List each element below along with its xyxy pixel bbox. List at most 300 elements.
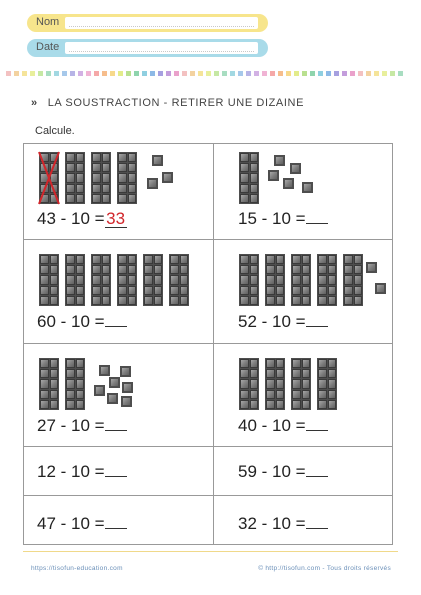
unit-cube — [162, 172, 173, 183]
rod-unit-square — [354, 296, 363, 305]
unit-cube — [122, 382, 133, 393]
date-field-pill — [27, 39, 268, 57]
rod-unit-square — [240, 265, 249, 274]
equation — [238, 514, 328, 534]
rod-unit-square — [76, 163, 85, 172]
rod-unit-square — [102, 194, 111, 203]
rod-unit-square — [76, 286, 85, 295]
equation-text: 12 - 10 = — [37, 462, 105, 481]
rod-unit-square — [76, 265, 85, 274]
rod-unit-square — [302, 286, 311, 295]
name-field-pill — [27, 14, 268, 32]
unit-cube — [99, 365, 110, 376]
decorative-color-strip — [6, 71, 403, 76]
rod-unit-square — [170, 255, 179, 264]
rod-unit-square — [240, 359, 249, 368]
color-swatch — [262, 71, 267, 76]
color-swatch — [318, 71, 323, 76]
color-swatch — [358, 71, 363, 76]
color-swatch — [278, 71, 283, 76]
rod-unit-square — [92, 173, 101, 182]
equation — [37, 514, 127, 534]
rod-unit-square — [250, 265, 259, 274]
rod-unit-square — [180, 275, 189, 284]
rod-unit-square — [266, 359, 275, 368]
exercise-cell-3 — [24, 240, 214, 343]
color-swatch — [190, 71, 195, 76]
ten-rod — [169, 254, 189, 306]
unit-cube — [302, 182, 313, 193]
rod-unit-square — [128, 275, 137, 284]
rod-unit-square — [276, 296, 285, 305]
ten-rod — [91, 254, 111, 306]
answer-blank[interactable] — [306, 515, 328, 529]
rod-unit-square — [354, 286, 363, 295]
color-swatch — [30, 71, 35, 76]
rod-unit-square — [240, 153, 249, 162]
rod-unit-square — [92, 255, 101, 264]
rod-unit-square — [40, 369, 49, 378]
color-swatch — [174, 71, 179, 76]
rod-unit-square — [40, 275, 49, 284]
rod-unit-square — [292, 379, 301, 388]
color-swatch — [54, 71, 59, 76]
color-swatch — [310, 71, 315, 76]
rod-unit-square — [118, 296, 127, 305]
rod-unit-square — [118, 265, 127, 274]
rod-unit-square — [92, 194, 101, 203]
footer-divider — [23, 551, 398, 552]
rod-unit-square — [344, 286, 353, 295]
rod-unit-square — [144, 286, 153, 295]
unit-cube — [121, 396, 132, 407]
rod-unit-square — [102, 265, 111, 274]
rod-unit-square — [344, 296, 353, 305]
rod-unit-square — [128, 184, 137, 193]
rod-unit-square — [318, 255, 327, 264]
answer-blank[interactable] — [105, 463, 127, 477]
rod-unit-square — [118, 153, 127, 162]
rod-unit-square — [128, 194, 137, 203]
rod-unit-square — [250, 163, 259, 172]
rod-unit-square — [76, 194, 85, 203]
worksheet-title — [31, 97, 304, 109]
color-swatch — [22, 71, 27, 76]
color-swatch — [150, 71, 155, 76]
color-swatch — [326, 71, 331, 76]
color-swatch — [198, 71, 203, 76]
rod-unit-square — [328, 379, 337, 388]
name-label: Nom — [36, 16, 60, 28]
rod-unit-square — [118, 194, 127, 203]
rod-unit-square — [66, 173, 75, 182]
rod-unit-square — [128, 296, 137, 305]
rod-unit-square — [302, 255, 311, 264]
rod-unit-square — [292, 390, 301, 399]
rod-unit-square — [50, 255, 59, 264]
color-swatch — [398, 71, 403, 76]
rod-unit-square — [344, 275, 353, 284]
rod-unit-square — [154, 255, 163, 264]
rod-unit-square — [240, 379, 249, 388]
answer-field[interactable]: 33 — [106, 209, 126, 228]
rod-unit-square — [66, 379, 75, 388]
rod-unit-square — [76, 379, 85, 388]
cross-out-mark — [37, 150, 61, 206]
double-chevron-icon: » — [31, 97, 38, 109]
rod-unit-square — [292, 296, 301, 305]
rod-unit-square — [180, 265, 189, 274]
ten-rod — [65, 152, 85, 204]
rod-unit-square — [240, 173, 249, 182]
rod-unit-square — [76, 275, 85, 284]
rod-unit-square — [354, 255, 363, 264]
rod-unit-square — [276, 400, 285, 409]
ten-rod — [117, 254, 137, 306]
rod-unit-square — [128, 265, 137, 274]
rod-unit-square — [66, 275, 75, 284]
rod-unit-square — [66, 255, 75, 264]
rod-unit-square — [250, 173, 259, 182]
rod-unit-square — [240, 369, 249, 378]
answer-blank[interactable] — [105, 417, 127, 431]
rod-unit-square — [50, 379, 59, 388]
rod-unit-square — [292, 255, 301, 264]
answer-blank[interactable] — [306, 417, 328, 431]
equation — [37, 416, 127, 436]
answer-blank[interactable] — [306, 463, 328, 477]
equation-text: 47 - 10 = — [37, 514, 105, 533]
rod-unit-square — [328, 286, 337, 295]
exercise-cell-4 — [214, 240, 392, 343]
unit-cube — [375, 283, 386, 294]
rod-unit-square — [102, 173, 111, 182]
rod-unit-square — [66, 153, 75, 162]
rod-unit-square — [318, 359, 327, 368]
color-swatch — [222, 71, 227, 76]
unit-cube — [152, 155, 163, 166]
color-swatch — [166, 71, 171, 76]
rod-unit-square — [240, 163, 249, 172]
exercise-cell-5 — [24, 344, 214, 446]
rod-unit-square — [250, 194, 259, 203]
rod-unit-square — [102, 296, 111, 305]
rod-unit-square — [266, 255, 275, 264]
rod-unit-square — [102, 163, 111, 172]
rod-unit-square — [250, 296, 259, 305]
color-swatch — [62, 71, 67, 76]
unit-cube — [290, 163, 301, 174]
rod-unit-square — [302, 359, 311, 368]
rod-unit-square — [40, 255, 49, 264]
rod-unit-square — [328, 400, 337, 409]
rod-unit-square — [250, 153, 259, 162]
color-swatch — [86, 71, 91, 76]
unit-cube — [268, 170, 279, 181]
equation-text: 27 - 10 = — [37, 416, 105, 435]
rod-unit-square — [250, 184, 259, 193]
footer-copyright: © http://tisofun.com - Tous droits réservés — [258, 565, 391, 572]
rod-unit-square — [240, 194, 249, 203]
rod-unit-square — [250, 400, 259, 409]
answer-blank[interactable] — [306, 210, 328, 224]
rod-unit-square — [66, 390, 75, 399]
rod-unit-square — [40, 296, 49, 305]
equation-text: 60 - 10 = — [37, 312, 105, 331]
rod-unit-square — [40, 390, 49, 399]
color-swatch — [238, 71, 243, 76]
rod-unit-square — [276, 265, 285, 274]
rod-unit-square — [144, 265, 153, 274]
rod-unit-square — [76, 400, 85, 409]
rod-unit-square — [102, 153, 111, 162]
date-label: Date — [36, 41, 60, 53]
color-swatch — [254, 71, 259, 76]
exercise-cell-7 — [24, 447, 214, 495]
rod-unit-square — [66, 296, 75, 305]
rod-unit-square — [318, 296, 327, 305]
rod-unit-square — [240, 184, 249, 193]
rod-unit-square — [276, 255, 285, 264]
rod-unit-square — [292, 275, 301, 284]
ten-rod — [143, 254, 163, 306]
unit-cube — [109, 377, 120, 388]
rod-unit-square — [318, 265, 327, 274]
rod-unit-square — [170, 286, 179, 295]
color-swatch — [14, 71, 19, 76]
rod-unit-square — [250, 390, 259, 399]
color-swatch — [94, 71, 99, 76]
color-swatch — [102, 71, 107, 76]
rod-unit-square — [66, 359, 75, 368]
rod-unit-square — [128, 153, 137, 162]
rod-unit-square — [302, 400, 311, 409]
rod-unit-square — [266, 275, 275, 284]
color-swatch — [286, 71, 291, 76]
rod-unit-square — [292, 369, 301, 378]
rod-unit-square — [240, 400, 249, 409]
equation-text: 52 - 10 = — [238, 312, 306, 331]
rod-unit-square — [354, 265, 363, 274]
unit-cube — [120, 366, 131, 377]
ten-rod — [343, 254, 363, 306]
rod-unit-square — [76, 369, 85, 378]
rod-unit-square — [128, 173, 137, 182]
rod-unit-square — [118, 184, 127, 193]
color-swatch — [270, 71, 275, 76]
rod-unit-square — [318, 369, 327, 378]
unit-cube — [274, 155, 285, 166]
rod-unit-square — [328, 359, 337, 368]
color-swatch — [342, 71, 347, 76]
rod-unit-square — [50, 400, 59, 409]
rod-unit-square — [154, 265, 163, 274]
rod-unit-square — [318, 379, 327, 388]
rod-unit-square — [128, 286, 137, 295]
rod-unit-square — [40, 286, 49, 295]
ten-rod — [317, 358, 337, 410]
unit-cube — [147, 178, 158, 189]
color-swatch — [382, 71, 387, 76]
ten-rod — [239, 358, 259, 410]
rod-unit-square — [118, 173, 127, 182]
exercise-cell-2 — [214, 144, 392, 239]
exercise-cell-10 — [214, 496, 392, 544]
equation — [238, 209, 328, 229]
equation-text: 43 - 10 = — [37, 209, 105, 228]
footer-website-link[interactable]: https://tisofun-education.com — [31, 565, 123, 572]
rod-unit-square — [318, 400, 327, 409]
rod-unit-square — [50, 275, 59, 284]
rod-unit-square — [40, 359, 49, 368]
color-swatch — [70, 71, 75, 76]
rod-unit-square — [76, 255, 85, 264]
equation — [238, 416, 328, 436]
rod-unit-square — [76, 296, 85, 305]
ten-rod — [265, 358, 285, 410]
rod-unit-square — [76, 173, 85, 182]
rod-unit-square — [292, 359, 301, 368]
rod-unit-square — [50, 369, 59, 378]
rod-unit-square — [92, 265, 101, 274]
instruction-text: Calcule. — [35, 125, 75, 137]
exercise-cell-8 — [214, 447, 392, 495]
unit-cube — [366, 262, 377, 273]
rod-unit-square — [344, 255, 353, 264]
equation-text: 32 - 10 = — [238, 514, 306, 533]
answer-blank[interactable] — [105, 515, 127, 529]
rod-unit-square — [292, 400, 301, 409]
rod-unit-square — [180, 296, 189, 305]
rod-unit-square — [118, 286, 127, 295]
name-input-line[interactable] — [65, 17, 258, 29]
rod-unit-square — [328, 296, 337, 305]
rod-unit-square — [40, 265, 49, 274]
rod-unit-square — [250, 369, 259, 378]
rod-unit-square — [354, 275, 363, 284]
color-swatch — [246, 71, 251, 76]
rod-unit-square — [76, 153, 85, 162]
color-swatch — [374, 71, 379, 76]
rod-unit-square — [240, 390, 249, 399]
rod-unit-square — [154, 275, 163, 284]
rod-unit-square — [276, 286, 285, 295]
rod-unit-square — [40, 400, 49, 409]
color-swatch — [142, 71, 147, 76]
rod-unit-square — [318, 286, 327, 295]
unit-cube — [107, 393, 118, 404]
exercise-cell-6 — [214, 344, 392, 446]
rod-unit-square — [92, 286, 101, 295]
rod-unit-square — [50, 390, 59, 399]
equation — [238, 312, 328, 332]
rod-unit-square — [266, 296, 275, 305]
ten-rod — [265, 254, 285, 306]
color-swatch — [366, 71, 371, 76]
equation-text: 40 - 10 = — [238, 416, 306, 435]
rod-unit-square — [266, 369, 275, 378]
rod-unit-square — [50, 359, 59, 368]
rod-unit-square — [266, 379, 275, 388]
rod-unit-square — [128, 163, 137, 172]
rod-unit-square — [250, 275, 259, 284]
rod-unit-square — [154, 296, 163, 305]
rod-unit-square — [40, 379, 49, 388]
rod-unit-square — [76, 390, 85, 399]
rod-unit-square — [302, 296, 311, 305]
rod-unit-square — [276, 390, 285, 399]
rod-unit-square — [180, 255, 189, 264]
color-swatch — [390, 71, 395, 76]
equation — [37, 462, 127, 482]
equation — [238, 462, 328, 482]
exercise-cell-1 — [24, 144, 214, 239]
unit-cube — [283, 178, 294, 189]
rod-unit-square — [118, 255, 127, 264]
date-input-line[interactable] — [65, 42, 258, 54]
rod-unit-square — [250, 379, 259, 388]
ten-rod — [291, 358, 311, 410]
color-swatch — [334, 71, 339, 76]
rod-unit-square — [102, 255, 111, 264]
rod-unit-square — [66, 265, 75, 274]
rod-unit-square — [292, 265, 301, 274]
answer-blank[interactable] — [306, 313, 328, 327]
rod-unit-square — [250, 286, 259, 295]
rod-unit-square — [302, 369, 311, 378]
color-swatch — [110, 71, 115, 76]
rod-unit-square — [66, 286, 75, 295]
ten-rod — [91, 152, 111, 204]
rod-unit-square — [76, 359, 85, 368]
rod-unit-square — [240, 296, 249, 305]
rod-unit-square — [276, 359, 285, 368]
rod-unit-square — [92, 275, 101, 284]
rod-unit-square — [76, 184, 85, 193]
rod-unit-square — [66, 163, 75, 172]
rod-unit-square — [66, 194, 75, 203]
rod-unit-square — [92, 184, 101, 193]
color-swatch — [206, 71, 211, 76]
ten-rod — [117, 152, 137, 204]
answer-blank[interactable] — [105, 313, 127, 327]
rod-unit-square — [102, 286, 111, 295]
rod-unit-square — [170, 265, 179, 274]
equation — [37, 209, 127, 229]
equation-text: 59 - 10 = — [238, 462, 306, 481]
ten-rod — [291, 254, 311, 306]
rod-unit-square — [318, 275, 327, 284]
rod-unit-square — [328, 369, 337, 378]
color-swatch — [118, 71, 123, 76]
color-swatch — [294, 71, 299, 76]
rod-unit-square — [170, 275, 179, 284]
rod-unit-square — [302, 265, 311, 274]
color-swatch — [78, 71, 83, 76]
ten-rod — [65, 254, 85, 306]
rod-unit-square — [92, 296, 101, 305]
color-swatch — [214, 71, 219, 76]
rod-unit-square — [102, 275, 111, 284]
rod-unit-square — [144, 296, 153, 305]
rod-unit-square — [128, 255, 137, 264]
rod-unit-square — [180, 286, 189, 295]
rod-unit-square — [102, 184, 111, 193]
rod-unit-square — [266, 400, 275, 409]
worksheet-title-text: LA SOUSTRACTION - RETIRER UNE DIZAINE — [47, 97, 305, 109]
rod-unit-square — [50, 286, 59, 295]
rod-unit-square — [328, 255, 337, 264]
